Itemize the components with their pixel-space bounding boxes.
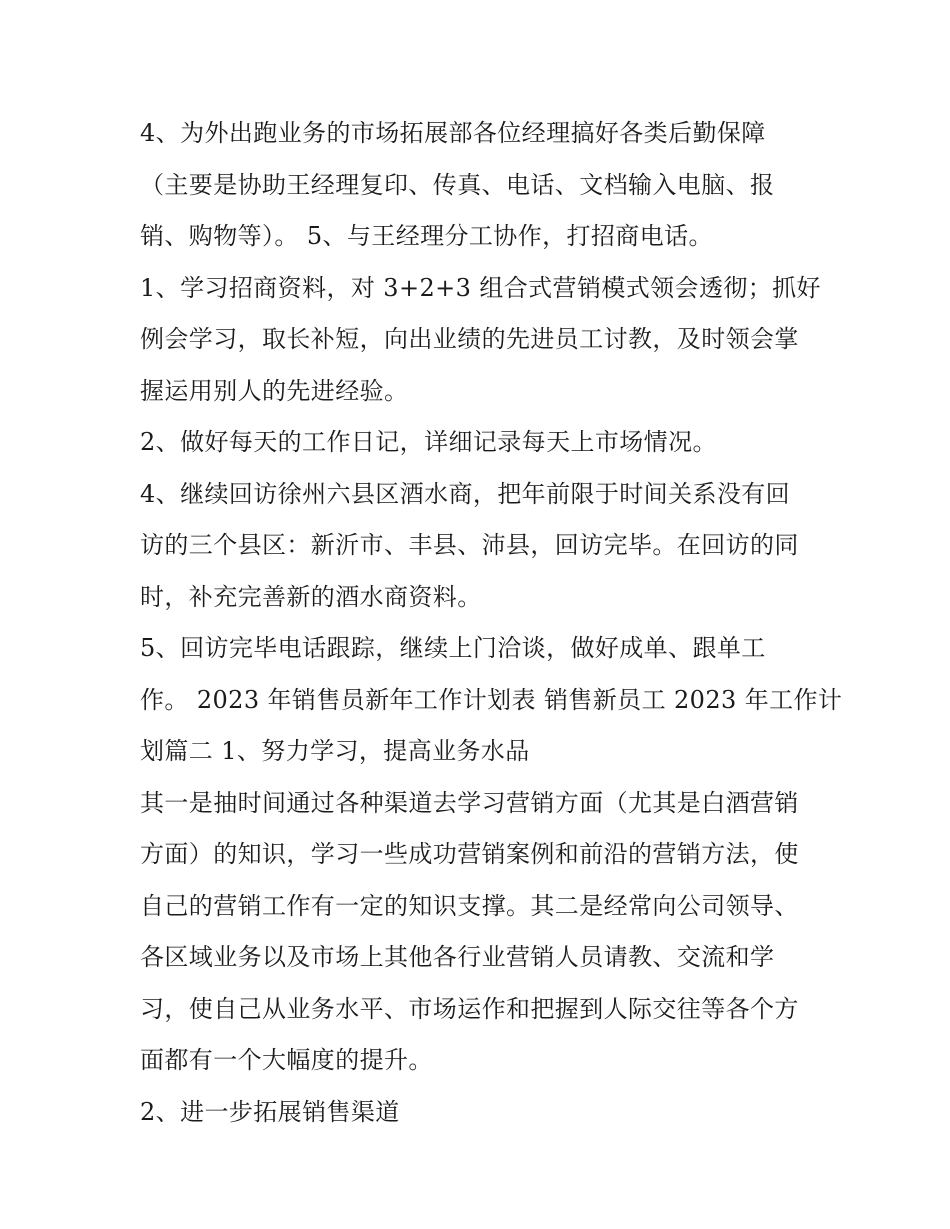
document-body <box>140 108 843 1138</box>
text-line: 习，使自己从业务水平、市场运作和把握到人际交往等各个方 <box>140 994 799 1023</box>
text-line: 作。 2023 年销售员新年工作计划表 销售新员工 2023 年工作计 <box>140 685 843 714</box>
text-line: 划篇二 1、努力学习，提高业务水品 <box>140 737 530 765</box>
text-line: 各区域业务以及市场上其他各行业营销人员请教、交流和学 <box>140 943 775 971</box>
text-line: 5、回访完毕电话跟踪，继续上门洽谈，做好成单、跟单工 <box>140 634 766 662</box>
text-line: 方面）的知识，学习一些成功营销案例和前沿的营销方法，使 <box>140 840 799 868</box>
text-line: 面都有一个大幅度的提升。 <box>140 1046 433 1074</box>
text-line: 时，补充完善新的酒水商资料。 <box>140 582 482 611</box>
paragraph <box>140 623 843 778</box>
text-line: 4、为外出跑业务的市场拓展部各位经理搞好各类后勤保障 <box>140 119 766 147</box>
paragraph <box>140 263 820 418</box>
text-line: 销、购物等）。 5、与王经理分工协作，打招商电话。 <box>140 222 713 250</box>
text-line: 其一是抽时间通过各种渠道去学习营销方面（尤其是白酒营销 <box>140 788 799 817</box>
text-line: 访的三个县区：新沂市、丰县、沛县，回访完毕。在回访的同 <box>140 531 799 559</box>
text-line: 握运用别人的先进经验。 <box>140 376 409 405</box>
text-line: 1、学习招商资料，对 3+2+3 组合式营销模式领会透彻；抓好 <box>140 273 821 302</box>
paragraph <box>140 469 820 624</box>
paragraph <box>140 778 820 1087</box>
paragraph <box>140 1087 820 1139</box>
text-line: 自己的营销工作有一定的知识支撑。其二是经常向公司领导、 <box>140 891 799 920</box>
paragraph <box>140 417 820 469</box>
paragraph <box>140 108 820 263</box>
text-line: 4、继续回访徐州六县区酒水商，把年前限于时间关系没有回 <box>140 479 791 508</box>
text-line: 2、做好每天的工作日记，详细记录每天上市场情况。 <box>140 428 717 456</box>
text-line: 例会学习，取长补短，向出业绩的先进员工讨教，及时领会掌 <box>140 325 799 353</box>
text-line: 2、进一步拓展销售渠道 <box>140 1097 400 1126</box>
text-line: （主要是协助王经理复印、传真、电话、文档输入电脑、报 <box>140 170 775 199</box>
